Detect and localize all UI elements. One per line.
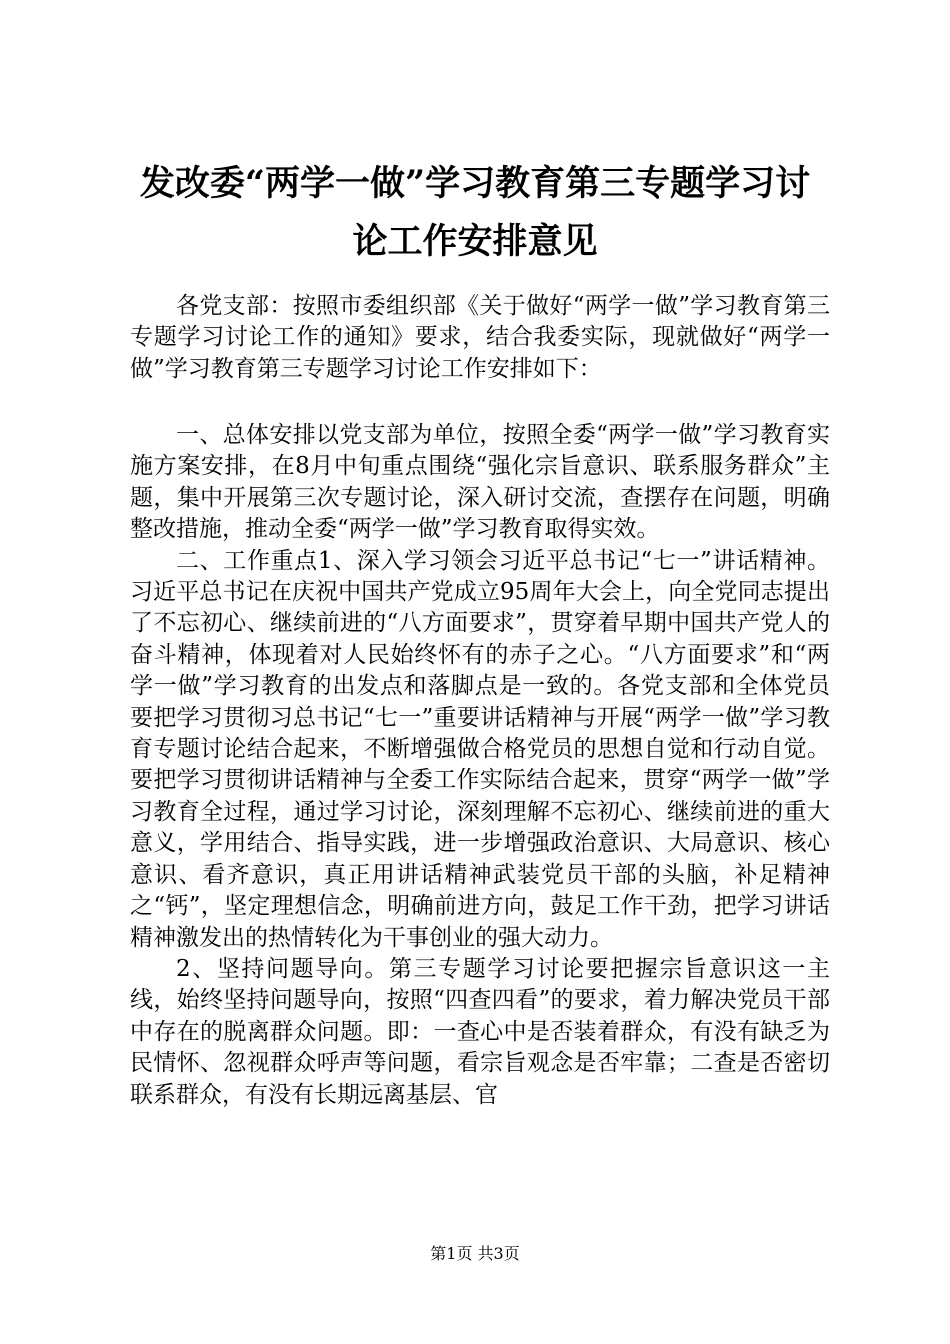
paragraph-work-focus: 二、工作重点1、深入学习领会习近平总书记“七一”讲话精神。习近平总书记在庆祝中国共产党成立95周年大会上，向全党同志提出了不忘初心、继续前进的“八方面要求”，贯穿着早期中国共产党人的奋斗精神，体现着对人民始终怀有的赤子之心。“八方面要求”和“两学一做”学习教育的出发点和落脚点是一致的。各党支部和全体党员要把学习贯彻习总书记“七一”重要讲话精神与开展“两学一做”学习教育专题讨论结合起来，不断增强做合格党员的思想自觉和行动自觉。要把学习贯彻讲话精神与全委工作实际结合起来，贯穿“两学一做”学习教育全过程，通过学习讨论，深刻理解不忘初心、继续前进的重大意义，学用结合、指导实践，进一步增强政治意识、大局意识、核心意识、看齐意识，真正用讲话精神武装党员干部的头脑，补足精神之“钙”，坚定理想信念，明确前进方向，鼓足工作干劲，把学习讲话精神激发出的热情转化为干事创业的强大动力。: [130, 547, 830, 951]
page-footer: 第1页 共3页: [430, 1244, 520, 1263]
paragraph-overall-arrangement: 一、总体安排以党支部为单位，按照全委“两学一做”学习教育实施方案安排，在8月中旬重点围绕“强化宗旨意识、联系服务群众”主题，集中开展第三次专题讨论，深入研讨交流，查摆存在问题，明确整改措施，推动全委“两学一做”学习教育取得实效。: [130, 422, 830, 543]
paragraph-salutation: 各党支部：按照市委组织部《关于做好“两学一做”学习教育第三专题学习讨论工作的通知》要求，结合我委实际，现就做好“两学一做”学习教育第三专题学习讨论工作安排如下：: [130, 293, 830, 382]
document-title-line-1: 发改委“两学一做”学习教育第三专题学习讨: [139, 163, 811, 204]
document-body: [130, 291, 830, 385]
document-title-line-2: 论工作安排意见: [352, 221, 598, 262]
paragraph-problem-orientation: 2、坚持问题导向。第三专题学习讨论要把握宗旨意识这一主线，始终坚持问题导向，按照“四查四看”的要求，着力解决党员干部中存在的脱离群众问题。即：一查心中是否装着群众，有没有缺乏为民情怀、忽视群众呼声等问题，看宗旨观念是否牢靠；二查是否密切联系群众，有没有长期远离基层、官: [130, 955, 830, 1108]
document-body-section-1: [130, 420, 830, 1111]
